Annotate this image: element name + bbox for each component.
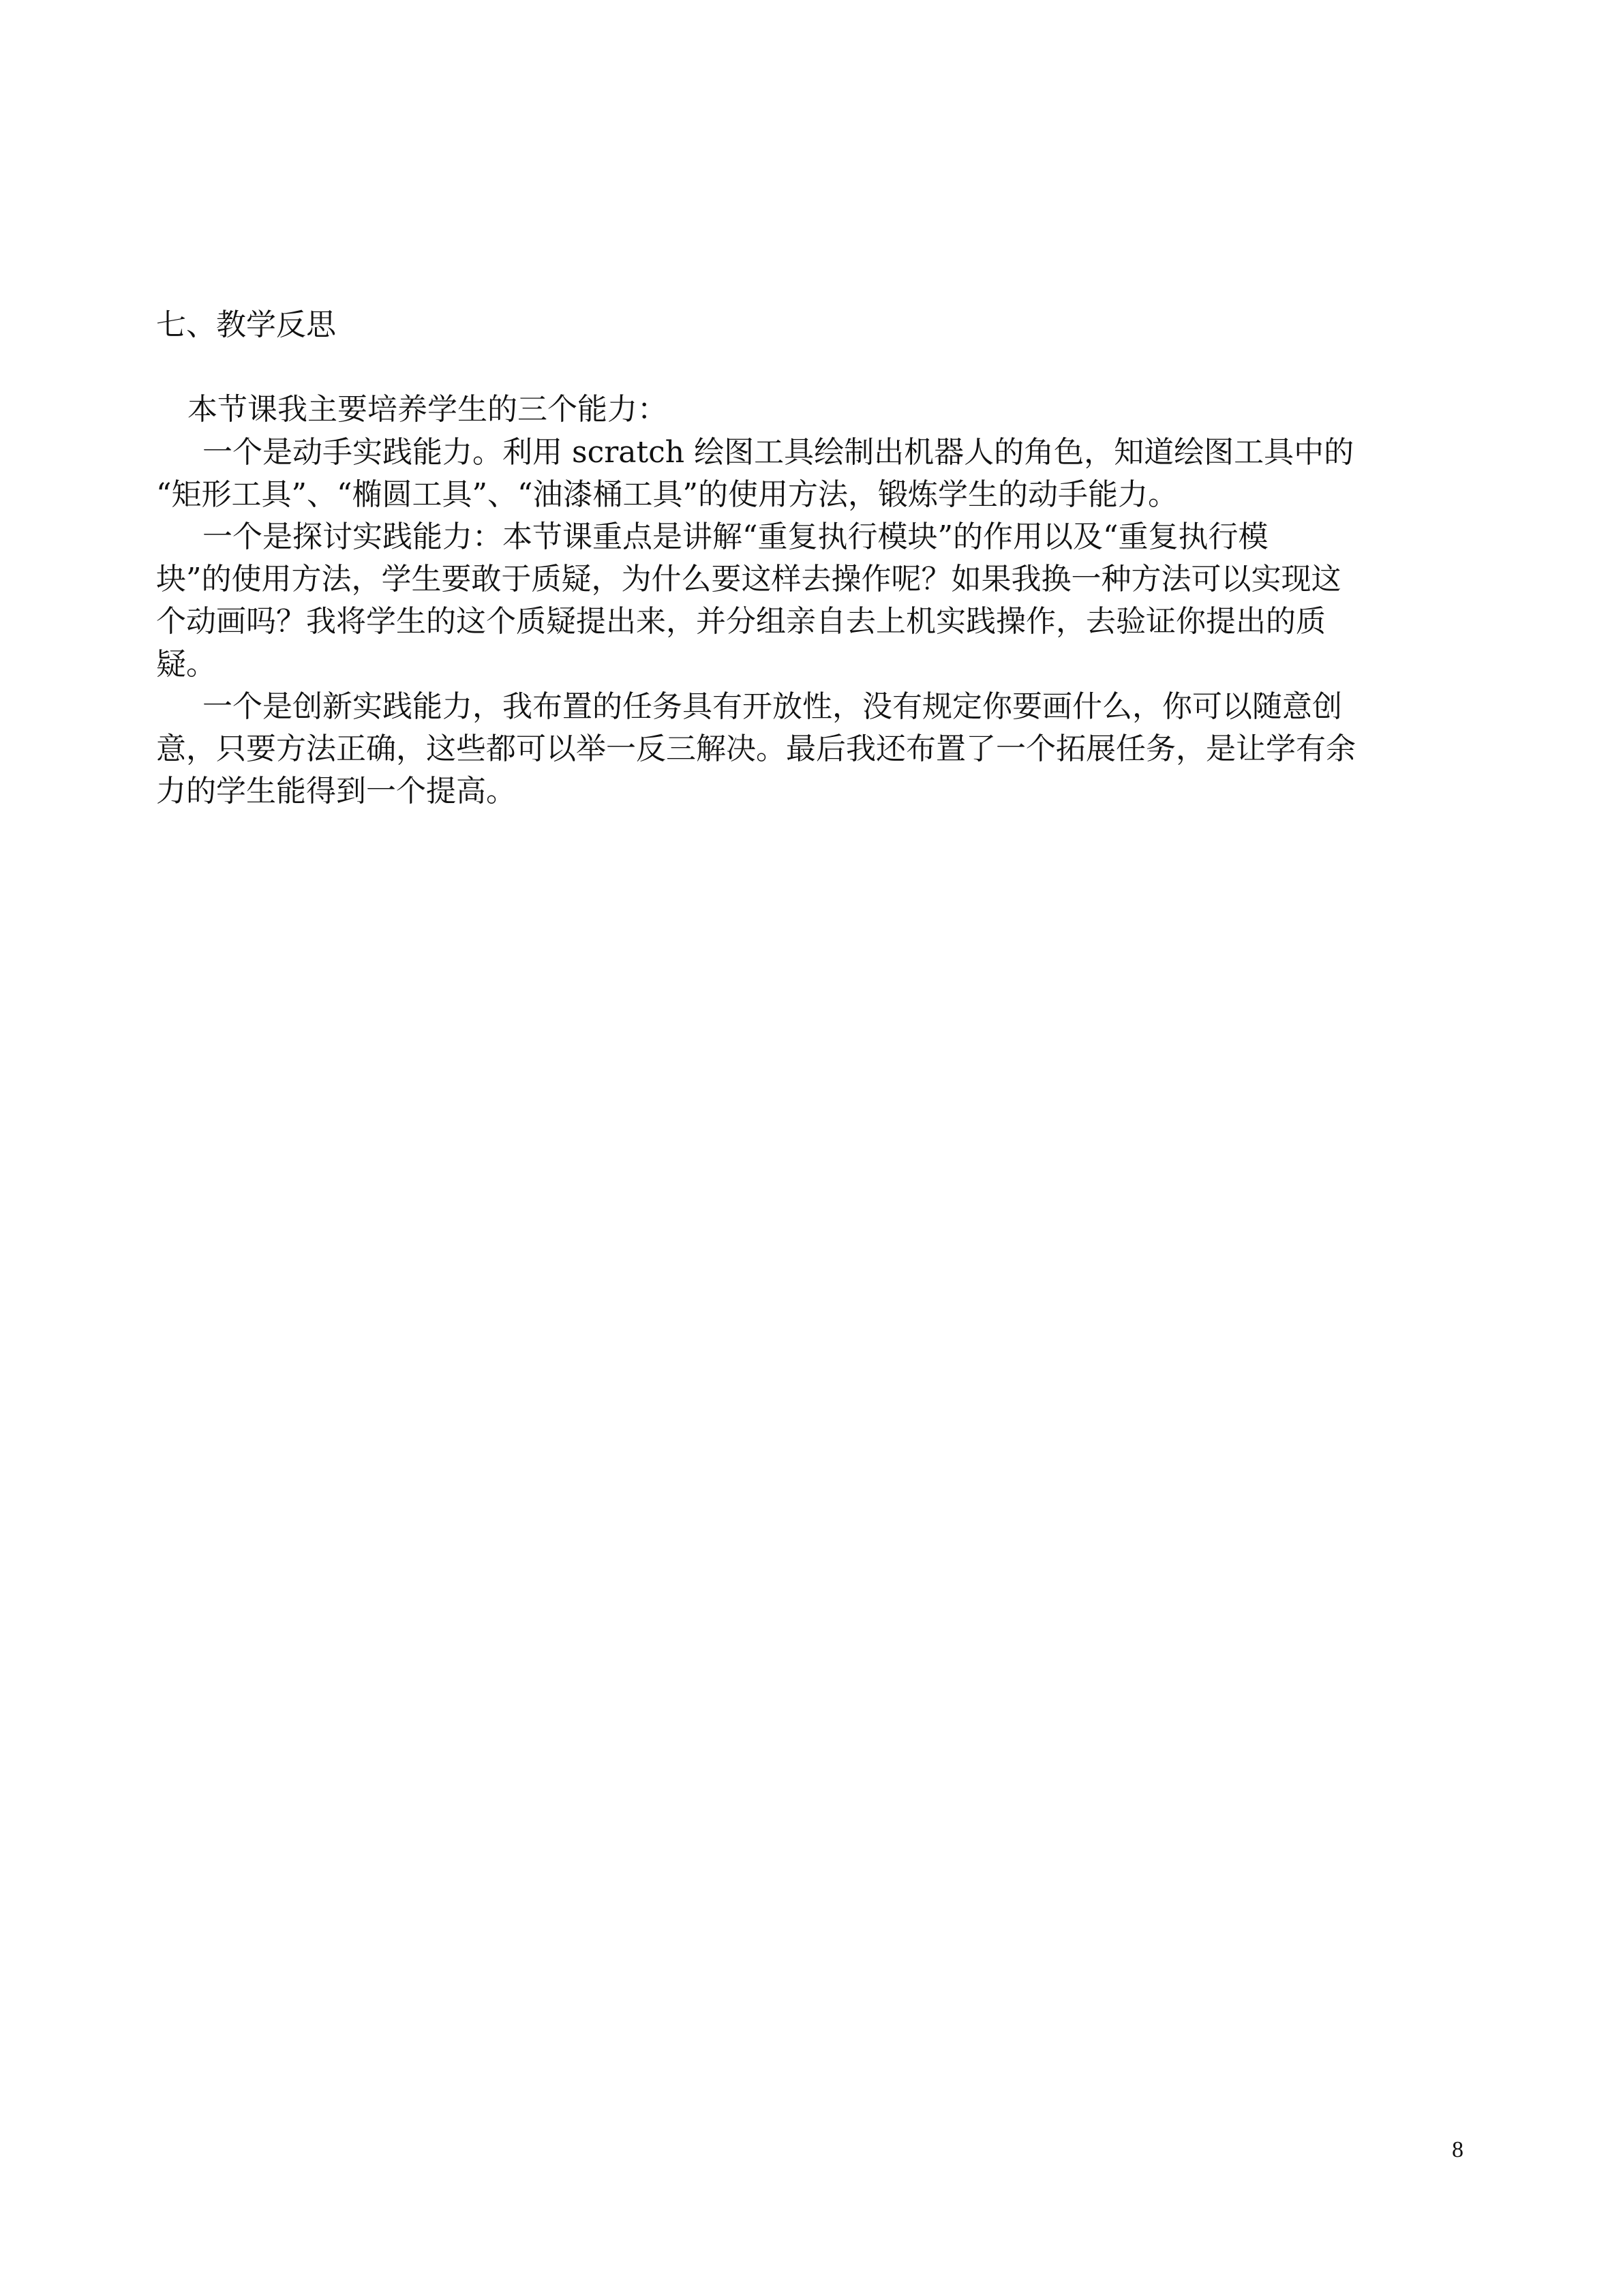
paragraph-3-line-1: 一个是创新实践能力，我布置的任务具有开放性，没有规定你要画什么，你可以随意创 [202, 689, 1342, 724]
paragraph-2-line-4: 疑。 [156, 647, 216, 682]
paragraph-1-line-2: “矩形工具”、“椭圆工具”、“油漆桶工具”的使用方法，锻炼学生的动手能力。 [156, 477, 1178, 512]
paragraph-2-line-3: 个动画吗？我将学生的这个质疑提出来，并分组亲自去上机实践操作，去验证你提出的质 [156, 604, 1326, 639]
paragraph-3-line-2: 意，只要方法正确，这些都可以举一反三解决。最后我还布置了一个拓展任务，是让学有余 [156, 731, 1356, 766]
page-number: 8 [1452, 2137, 1463, 2162]
paragraph-2-line-2: 块”的使用方法，学生要敢于质疑，为什么要这样去操作呢？如果我换一种方法可以实现这 [156, 562, 1341, 596]
section-heading: 七、教学反思 [156, 307, 336, 342]
paragraph-3-line-3: 力的学生能得到一个提高。 [156, 774, 516, 809]
paragraph-2-line-1: 一个是探讨实践能力：本节课重点是讲解“重复执行模块”的作用以及“重复执行模 [202, 519, 1269, 554]
paragraph-1-line-1: 一个是动手实践能力。利用 scratch 绘图工具绘制出机器人的角色，知道绘图工具中的 [202, 435, 1354, 470]
intro-line: 本节课我主要培养学生的三个能力： [187, 392, 667, 427]
